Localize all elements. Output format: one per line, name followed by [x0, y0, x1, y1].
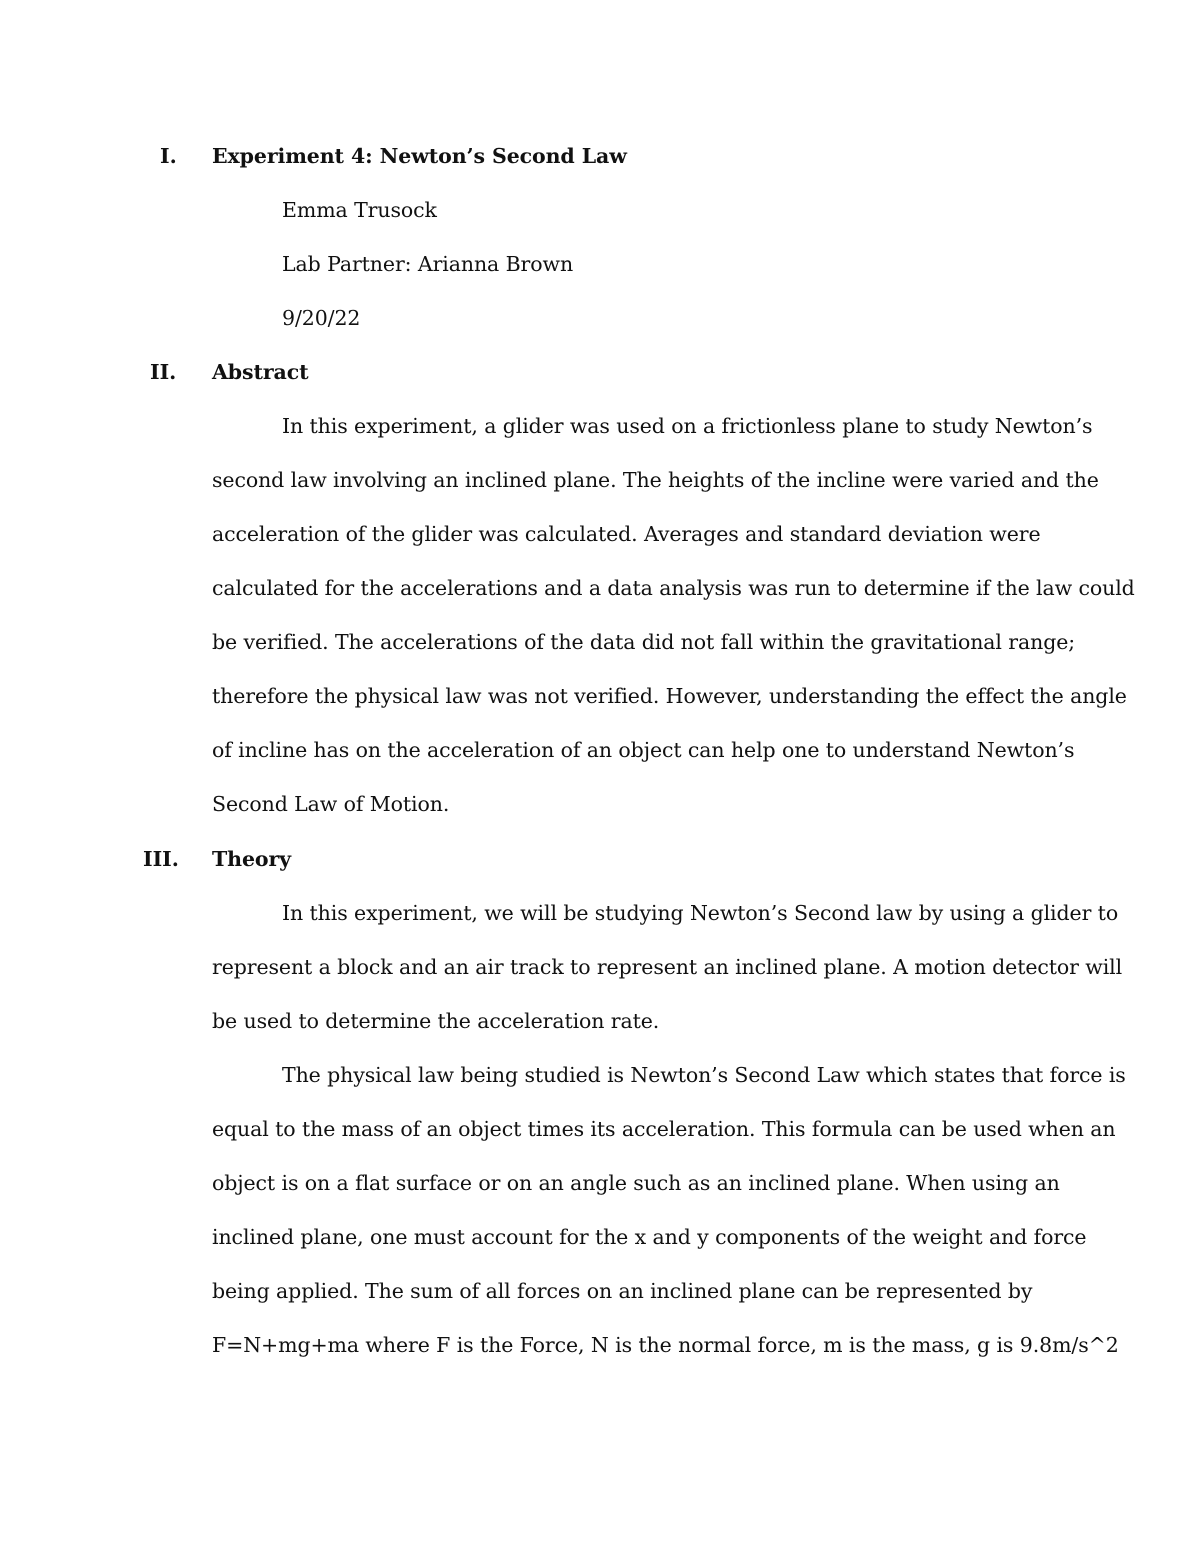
abstract-line: Second Law of Motion. [212, 792, 450, 816]
theory-line: F=N+mg+ma where F is the Force, N is the normal force, m is the mass, g is 9.8m/s^2 [212, 1333, 1119, 1357]
abstract-line: be verified. The accelerations of the data did not fall within the gravitational range; [212, 630, 1076, 654]
theory-line: The physical law being studied is Newton’s Second Law which states that force is [282, 1063, 1126, 1087]
abstract-line: In this experiment, a glider was used on a frictionless plane to study Newton’s [282, 414, 1093, 438]
theory-line: be used to determine the acceleration rate. [212, 1009, 660, 1033]
lab-partner: Lab Partner: Arianna Brown [282, 252, 574, 276]
section-numeral-2: II. [150, 360, 177, 384]
author-name: Emma Trusock [282, 198, 437, 222]
theory-line: object is on a flat surface or on an angle such as an inclined plane. When using an [212, 1171, 1060, 1195]
report-date: 9/20/22 [282, 306, 361, 330]
abstract-line: calculated for the accelerations and a data analysis was run to determine if the law could [212, 576, 1135, 600]
theory-line: being applied. The sum of all forces on an inclined plane can be represented by [212, 1279, 1033, 1303]
abstract-line: second law involving an inclined plane. The heights of the incline were varied and the [212, 468, 1099, 492]
theory-line: inclined plane, one must account for the x and y components of the weight and force [212, 1225, 1087, 1249]
section-numeral-3: III. [143, 847, 179, 871]
section-heading-abstract: Abstract [212, 360, 309, 384]
abstract-line: of incline has on the acceleration of an object can help one to understand Newton’s [212, 738, 1075, 762]
theory-line: In this experiment, we will be studying Newton’s Second law by using a glider to [282, 901, 1119, 925]
section-numeral-1: I. [160, 144, 177, 168]
section-heading-theory: Theory [212, 847, 291, 871]
theory-line: represent a block and an air track to represent an inclined plane. A motion detector will [212, 955, 1123, 979]
theory-line: equal to the mass of an object times its acceleration. This formula can be used when an [212, 1117, 1116, 1141]
section-heading-experiment: Experiment 4: Newton’s Second Law [212, 144, 627, 168]
abstract-line: therefore the physical law was not verified. However, understanding the effect the angle [212, 684, 1127, 708]
abstract-line: acceleration of the glider was calculated. Averages and standard deviation were [212, 522, 1041, 546]
